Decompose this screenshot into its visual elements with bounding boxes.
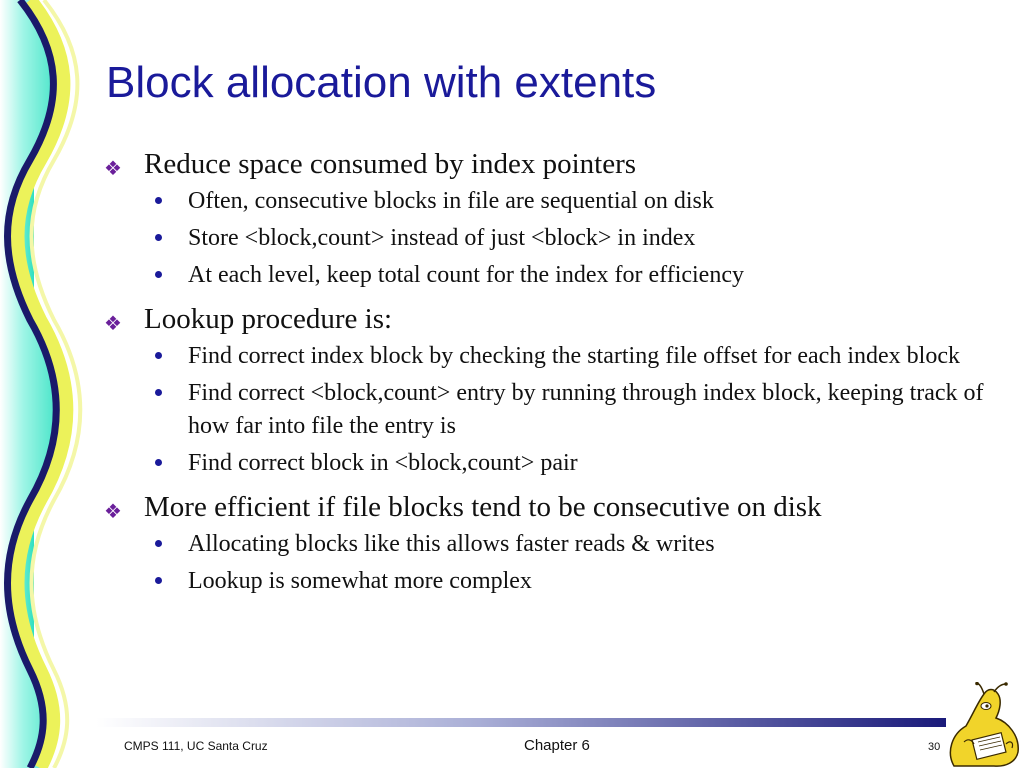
list-item <box>104 259 984 292</box>
dot-bullet-icon <box>155 459 162 466</box>
dot-bullet-icon <box>155 389 162 396</box>
list-item <box>104 565 984 598</box>
list-item <box>104 185 984 218</box>
section-text: Lookup procedure is: <box>144 303 393 335</box>
footer-divider <box>96 718 946 727</box>
list-item-text: Find correct block in <block,count> pair <box>188 450 578 476</box>
slide-content <box>104 147 984 598</box>
section-bullet <box>104 302 984 336</box>
list-item <box>104 222 984 255</box>
section-text: More efficient if file blocks tend to be consecutive on disk <box>144 491 822 523</box>
diamond-bullet-icon: ❖ <box>104 501 122 523</box>
list-item-text: At each level, keep total count for the index for efficiency <box>188 262 744 288</box>
dot-bullet-icon <box>155 234 162 241</box>
list-item <box>104 377 984 443</box>
list-item-text: Store <block,count> instead of just <block> in index <box>188 225 696 251</box>
list-item-text: Allocating blocks like this allows faster reads & writes <box>188 531 715 557</box>
wavy-border-decoration <box>0 0 90 768</box>
footer-course: CMPS 111, UC Santa Cruz <box>124 739 268 753</box>
list-item <box>104 447 984 480</box>
list-item-text: Often, consecutive blocks in file are sequential on disk <box>188 188 714 214</box>
section-text: Reduce space consumed by index pointers <box>144 148 637 180</box>
dot-bullet-icon <box>155 271 162 278</box>
list-item-text: Lookup is somewhat more complex <box>188 568 532 594</box>
diamond-bullet-icon: ❖ <box>104 313 122 335</box>
list-item <box>104 340 984 373</box>
dot-bullet-icon <box>155 352 162 359</box>
page-number: 30 <box>928 741 941 753</box>
dot-bullet-icon <box>155 577 162 584</box>
section-bullet <box>104 147 984 181</box>
dot-bullet-icon <box>155 540 162 547</box>
section-bullet <box>104 490 984 524</box>
list-item-text: Find correct index block by checking the starting file offset for each index block <box>188 343 960 369</box>
diamond-bullet-icon: ❖ <box>104 158 122 180</box>
banana-slug-icon <box>944 682 1024 768</box>
dot-bullet-icon <box>155 197 162 204</box>
slide-title: Block allocation with extents <box>106 58 657 107</box>
list-item-text: Find correct <block,count> entry by running through index block, keeping track of how far into file the entry is <box>188 380 984 439</box>
list-item <box>104 528 984 561</box>
footer-chapter: Chapter 6 <box>524 737 590 754</box>
